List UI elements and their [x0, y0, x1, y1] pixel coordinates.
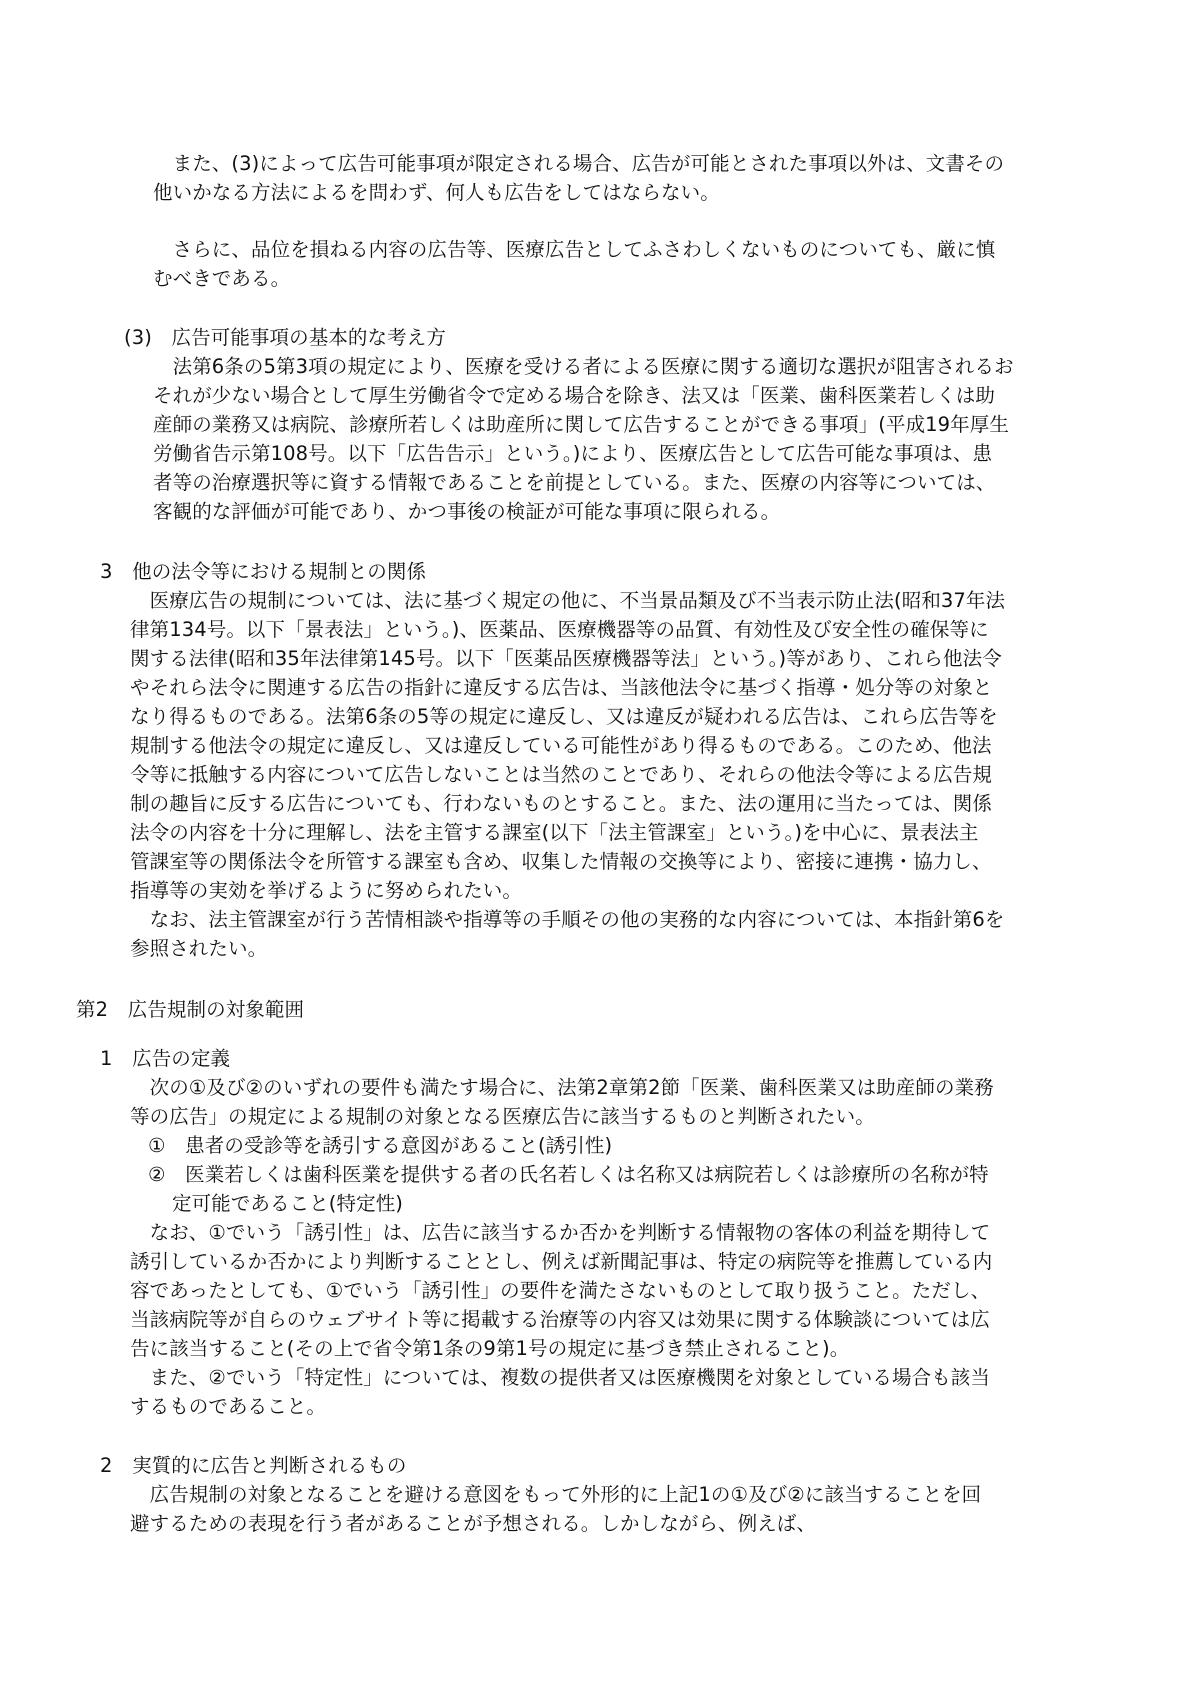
definition-note-line-5: 告に該当すること(その上で省令第1条の9第1号の規定に基づき禁止されること)。 — [130, 1337, 850, 1360]
item-3-line-6: 規制する他法令の規定に違反し、又は違反している可能性があり得るものである。このため、他法 — [130, 734, 992, 757]
item-3-line-9: 法令の内容を十分に理解し、法を主管する課室(以下「法主管課室」という。)を中心に、景表法主 — [130, 821, 979, 844]
section-3-line-4: 労働省告示第108号。以下「広告告示」という。)により、医療広告として広告可能な事項は、患 — [153, 442, 993, 465]
item-3-line-13: 参照されたい。 — [130, 937, 268, 960]
section-3-heading: (3) 広告可能事項の基本的な考え方 — [124, 326, 446, 349]
item-3-line-11: 指導等の実効を挙げるように努められたい。 — [130, 879, 523, 902]
definition-note-line-6: また、②でいう「特定性」については、複数の提供者又は医療機関を対象としている場合も該当 — [130, 1366, 990, 1389]
definition-note-line-7: するものであること。 — [130, 1395, 327, 1418]
item-3-heading: 3 他の法令等における規制との関係 — [100, 560, 427, 583]
definition-note-line-3: 容であったとしても、①でいう「誘引性」の要件を満たさないものとして取り扱うこと。ただし、 — [130, 1279, 991, 1302]
item-3-line-4: やそれら法令に関連する広告の指針に違反する広告は、当該他法令に基づく指導・処分等の対象と — [130, 676, 993, 699]
item-2-heading: 2 実質的に広告と判断されるもの — [100, 1454, 407, 1477]
item-3-line-2: 律第134号。以下「景表法」という。)、医薬品、医療機器等の品質、有効性及び安全性の確保等に — [130, 618, 989, 641]
definition-note-line-1: なお、①でいう「誘引性」は、広告に該当するか否かを判断する情報物の客体の利益を期待して — [130, 1221, 991, 1244]
definition-note-line-2: 誘引しているか否かにより判断することとし、例えば新聞記事は、特定の病院等を推薦している内 — [130, 1250, 993, 1273]
item-3-line-8: 制の趣旨に反する広告についても、行わないものとすること。また、法の運用に当たっては、関係 — [130, 792, 993, 815]
item-3-line-12: なお、法主管課室が行う苦情相談や指導等の手順その他の実務的な内容については、本指針第6を — [130, 908, 1005, 931]
para-a-line-2: 他いかなる方法によるを問わず、何人も広告をしてはならない。 — [153, 181, 720, 204]
definition-line-2: 等の広告」の規定による規制の対象となる医療広告に該当するものと判断されたい。 — [130, 1105, 875, 1128]
definition-heading: 1 広告の定義 — [100, 1047, 231, 1070]
section-3-line-2: それが少ない場合として厚生労働省令で定める場合を除き、法又は「医業、歯科医業若しくは助 — [153, 384, 996, 407]
item-3-line-10: 管課室等の関係法令を所管する課室も含め、収集した情報の交換等により、密接に連携・協力し、 — [130, 850, 992, 873]
item-3-line-7: 令等に抵触する内容について広告しないことは当然のことであり、それらの他法令等による広告規 — [130, 763, 993, 786]
item-2-line-1: 広告規制の対象となることを避ける意図をもって外形的に上記1の①及び②に該当することを回 — [130, 1483, 982, 1506]
item-3-line-3: 関する法律(昭和35年法律第145号。以下「医薬品医療機器等法」という。)等があり、これら他法令 — [130, 647, 1002, 670]
definition-line-1: 次の①及び②のいずれの要件も満たす場合に、法第2章第2節「医業、歯科医業又は助産師の業務 — [130, 1076, 994, 1099]
item-2-line-2: 避するための表現を行う者があることが予想される。しかしながら、例えば、 — [130, 1512, 817, 1535]
para-b-line-1: さらに、品位を損ねる内容の広告等、医療広告としてふさわしくないものについても、厳に慎 — [153, 238, 996, 261]
definition-item-1: ① 患者の受診等を誘引する意図があること(誘引性) — [148, 1134, 613, 1157]
section-3-line-1: 法第6条の5第3項の規定により、医療を受ける者による医療に関する適切な選択が阻害されるお — [153, 355, 1014, 378]
definition-item-2-line-1: ② 医業若しくは歯科医業を提供する者の氏名若しくは名称又は病院若しくは診療所の名称が特 — [148, 1163, 989, 1186]
para-b-line-2: むべきである。 — [153, 267, 291, 290]
chapter-2-heading: 第2 広告規制の対象範囲 — [76, 998, 305, 1021]
section-3-line-3: 産師の業務又は病院、診療所若しくは助産所に関して広告することができる事項」(平成19年厚生 — [153, 413, 1009, 436]
para-a-line-1: また、(3)によって広告可能事項が限定される場合、広告が可能とされた事項以外は、文書その — [153, 152, 1005, 175]
item-3-line-5: なり得るものである。法第6条の5等の規定に違反し、又は違反が疑われる広告は、これら広告等を — [130, 705, 998, 728]
definition-note-line-4: 当該病院等が自らのウェブサイト等に掲載する治療等の内容又は効果に関する体験談については広 — [130, 1308, 990, 1331]
item-3-line-1: 医療広告の規制については、法に基づく規定の他に、不当景品類及び不当表示防止法(昭和37年法 — [130, 589, 1006, 612]
section-3-line-6: 客観的な評価が可能であり、かつ事後の検証が可能な事項に限られる。 — [153, 500, 781, 523]
definition-item-2-line-2: 定可能であること(特定性) — [172, 1192, 404, 1215]
section-3-line-5: 者等の治療選択等に資する情報であることを前提としている。また、医療の内容等については、 — [153, 471, 996, 494]
